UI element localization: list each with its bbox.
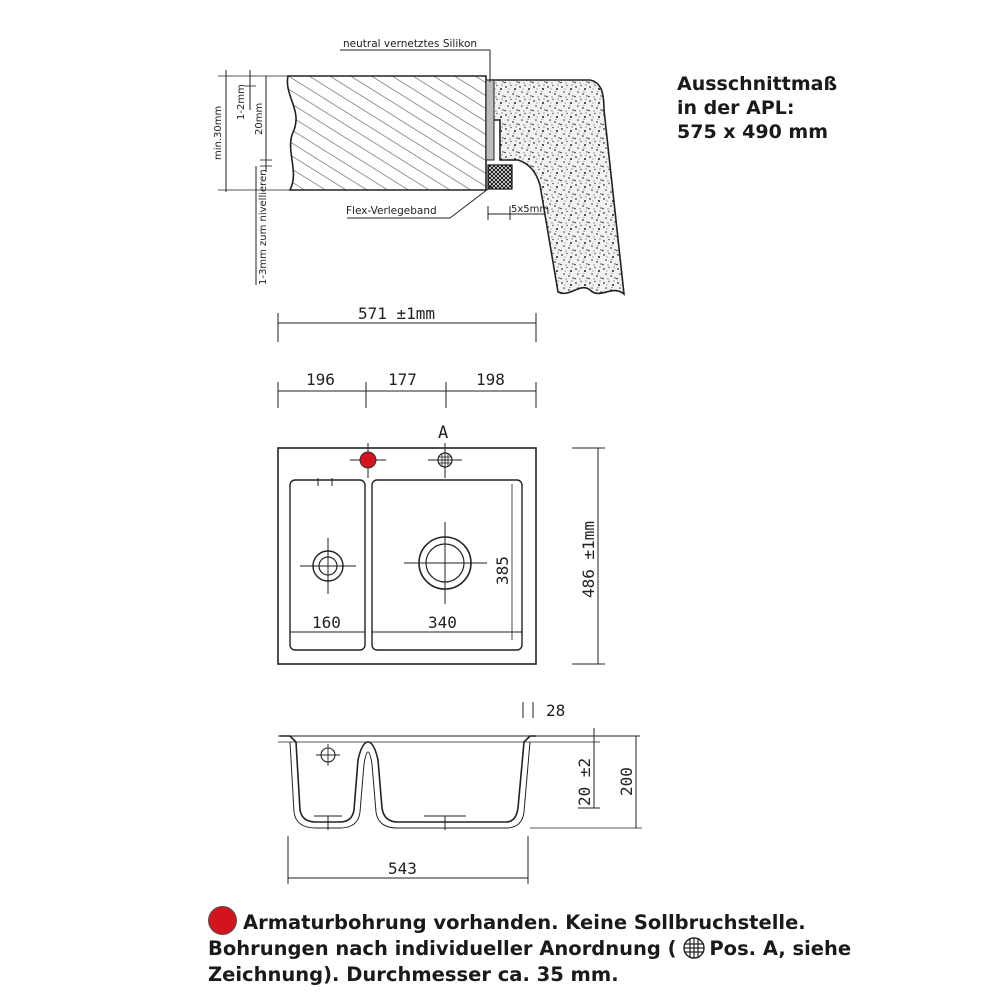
legend-text2a: Bohrungen nach individueller Anordnung ( [208, 937, 677, 960]
legend-text2b: Pos. A, siehe [709, 937, 852, 960]
bottom-width-label: 543 [388, 859, 417, 878]
total-height-label: 200 [617, 767, 636, 796]
overall-depth-label: 486 ±1mm [579, 520, 598, 598]
bowl-depth-label: 385 [493, 556, 512, 585]
silicone-label: neutral vernetztes Silikon [343, 38, 478, 50]
segment-right-label: 198 [476, 370, 505, 389]
cutout-note-line3: 575 x 490 mm [677, 121, 829, 143]
rim-width-label: 28 [546, 701, 566, 720]
edge-label: 1-2mm [236, 84, 247, 120]
legend-text1: Armaturbohrung vorhanden. Keine Sollbruchstelle. [243, 911, 806, 934]
small-drain-icon [300, 538, 356, 594]
overflow-icon [316, 744, 340, 766]
segment-left-label: 196 [306, 370, 335, 389]
rim-height-label: 20 ±2 [575, 757, 594, 806]
flex-tape [488, 165, 512, 189]
tape-size-label: 5x5mm [511, 204, 550, 215]
cross-section [213, 38, 624, 294]
silicone-joint [486, 80, 494, 160]
cutout-note-line2: in der APL: [677, 97, 795, 119]
level-label: 1-3mm zum nivellieren [258, 169, 269, 285]
overall-width-label: 571 ±1mm [358, 304, 436, 323]
legend-line1 [208, 906, 988, 936]
large-bowl-width-label: 340 [428, 613, 457, 632]
side-view [278, 701, 642, 884]
grid-hole-icon [683, 937, 705, 959]
worktop-section [287, 76, 486, 190]
legend-text3: Zeichnung). Durchmesser ca. 35 mm. [208, 963, 619, 986]
legend-line2 [208, 936, 988, 962]
top-view [278, 304, 605, 664]
segment-middle-label: 177 [388, 370, 417, 389]
red-dot-icon [208, 906, 237, 935]
legend [208, 906, 988, 988]
sink-side-profile [280, 736, 536, 822]
cutout-note-line1: Ausschnittmaß [677, 73, 838, 95]
small-bowl-width-label: 160 [312, 613, 341, 632]
cutout-note [677, 72, 977, 144]
min-thickness-label: min.30mm [213, 105, 224, 160]
large-drain-icon [404, 522, 487, 604]
tape-label: Flex-Verlegeband [346, 205, 437, 217]
rim-label: 20mm [254, 102, 265, 135]
position-marker-label: A [438, 423, 449, 443]
legend-line3 [208, 962, 988, 988]
